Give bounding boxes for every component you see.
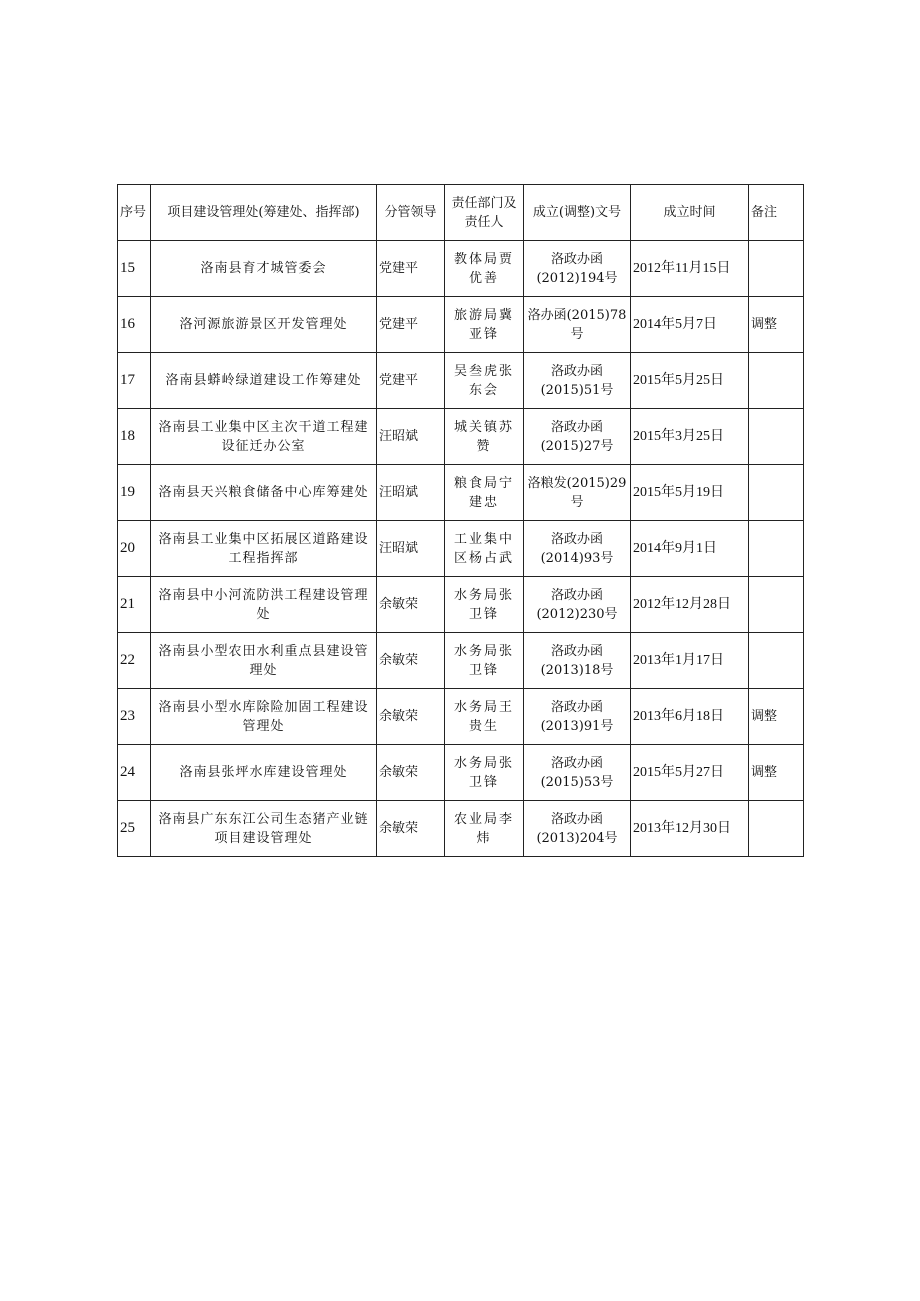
row-doc: 洛政办函(2014)93号 xyxy=(524,521,631,577)
row-doc: 洛政办函(2015)53号 xyxy=(524,745,631,801)
row-date: 2015年5月19日 xyxy=(631,465,749,521)
row-project: 洛南县中小河流防洪工程建设管理处 xyxy=(151,577,377,633)
row-project: 洛南县育才城管委会 xyxy=(151,241,377,297)
table-row xyxy=(118,409,804,465)
row-dept: 旅游局冀亚锋 xyxy=(445,297,524,353)
table-row xyxy=(118,633,804,689)
table-row xyxy=(118,689,804,745)
row-note xyxy=(749,409,804,465)
row-dept: 教体局贾优善 xyxy=(445,241,524,297)
header-row xyxy=(118,185,804,241)
row-project: 洛南县天兴粮食储备中心库筹建处 xyxy=(151,465,377,521)
row-note xyxy=(749,633,804,689)
row-project: 洛南县小型水库除险加固工程建设管理处 xyxy=(151,689,377,745)
row-doc: 洛政办函(2012)230号 xyxy=(524,577,631,633)
header-project: 项目建设管理处(筹建处、指挥部) xyxy=(151,185,377,241)
table-row xyxy=(118,745,804,801)
row-seq: 22 xyxy=(118,633,151,689)
header-doc: 成立(调整)文号 xyxy=(524,185,631,241)
table-row xyxy=(118,801,804,857)
row-leader: 党建平 xyxy=(377,353,445,409)
row-leader: 汪昭斌 xyxy=(377,465,445,521)
row-dept: 水务局张卫锋 xyxy=(445,745,524,801)
row-dept: 水务局王贵生 xyxy=(445,689,524,745)
row-dept: 水务局张卫锋 xyxy=(445,577,524,633)
row-doc: 洛政办函(2012)194号 xyxy=(524,241,631,297)
row-seq: 19 xyxy=(118,465,151,521)
row-doc: 洛粮发(2015)29号 xyxy=(524,465,631,521)
row-date: 2014年9月1日 xyxy=(631,521,749,577)
row-note: 调整 xyxy=(749,297,804,353)
row-project: 洛南县张坪水库建设管理处 xyxy=(151,745,377,801)
row-leader: 汪昭斌 xyxy=(377,521,445,577)
header-date: 成立时间 xyxy=(631,185,749,241)
project-table xyxy=(117,184,804,857)
row-leader: 余敏荣 xyxy=(377,801,445,857)
table-row xyxy=(118,577,804,633)
row-seq: 24 xyxy=(118,745,151,801)
row-leader: 余敏荣 xyxy=(377,689,445,745)
row-seq: 21 xyxy=(118,577,151,633)
row-doc: 洛政办函(2015)51号 xyxy=(524,353,631,409)
row-date: 2013年1月17日 xyxy=(631,633,749,689)
row-project: 洛南县工业集中区主次干道工程建设征迁办公室 xyxy=(151,409,377,465)
row-dept: 工业集中区杨占武 xyxy=(445,521,524,577)
row-seq: 18 xyxy=(118,409,151,465)
row-date: 2013年6月18日 xyxy=(631,689,749,745)
row-leader: 余敏荣 xyxy=(377,633,445,689)
row-date: 2014年5月7日 xyxy=(631,297,749,353)
row-dept: 水务局张卫锋 xyxy=(445,633,524,689)
header-seq: 序号 xyxy=(118,185,151,241)
row-seq: 25 xyxy=(118,801,151,857)
row-doc: 洛办函(2015)78号 xyxy=(524,297,631,353)
row-dept: 吴叁虎张东会 xyxy=(445,353,524,409)
header-leader: 分管领导 xyxy=(377,185,445,241)
row-note: 调整 xyxy=(749,745,804,801)
row-leader: 党建平 xyxy=(377,297,445,353)
row-date: 2012年11月15日 xyxy=(631,241,749,297)
row-note xyxy=(749,465,804,521)
row-note xyxy=(749,241,804,297)
row-dept: 粮食局宁建忠 xyxy=(445,465,524,521)
row-seq: 20 xyxy=(118,521,151,577)
table-row xyxy=(118,521,804,577)
row-note xyxy=(749,801,804,857)
header-note: 备注 xyxy=(749,185,804,241)
row-project: 洛南县小型农田水利重点县建设管理处 xyxy=(151,633,377,689)
row-date: 2015年5月25日 xyxy=(631,353,749,409)
table-row xyxy=(118,297,804,353)
row-dept: 城关镇苏赞 xyxy=(445,409,524,465)
table-row xyxy=(118,465,804,521)
row-date: 2015年5月27日 xyxy=(631,745,749,801)
row-doc: 洛政办函(2013)204号 xyxy=(524,801,631,857)
row-leader: 汪昭斌 xyxy=(377,409,445,465)
row-seq: 15 xyxy=(118,241,151,297)
row-doc: 洛政办函(2015)27号 xyxy=(524,409,631,465)
row-note: 调整 xyxy=(749,689,804,745)
row-leader: 余敏荣 xyxy=(377,577,445,633)
row-project: 洛河源旅游景区开发管理处 xyxy=(151,297,377,353)
row-leader: 余敏荣 xyxy=(377,745,445,801)
row-note xyxy=(749,577,804,633)
row-project: 洛南县工业集中区拓展区道路建设工程指挥部 xyxy=(151,521,377,577)
row-doc: 洛政办函(2013)18号 xyxy=(524,633,631,689)
row-date: 2015年3月25日 xyxy=(631,409,749,465)
row-date: 2012年12月28日 xyxy=(631,577,749,633)
row-project: 洛南县蟒岭绿道建设工作筹建处 xyxy=(151,353,377,409)
row-leader: 党建平 xyxy=(377,241,445,297)
row-dept: 农业局李炜 xyxy=(445,801,524,857)
row-seq: 17 xyxy=(118,353,151,409)
row-project: 洛南县广东东江公司生态猪产业链项目建设管理处 xyxy=(151,801,377,857)
row-note xyxy=(749,521,804,577)
table-row xyxy=(118,353,804,409)
row-note xyxy=(749,353,804,409)
header-dept: 责任部门及责任人 xyxy=(445,185,524,241)
row-seq: 23 xyxy=(118,689,151,745)
table-row xyxy=(118,241,804,297)
row-doc: 洛政办函(2013)91号 xyxy=(524,689,631,745)
row-seq: 16 xyxy=(118,297,151,353)
row-date: 2013年12月30日 xyxy=(631,801,749,857)
